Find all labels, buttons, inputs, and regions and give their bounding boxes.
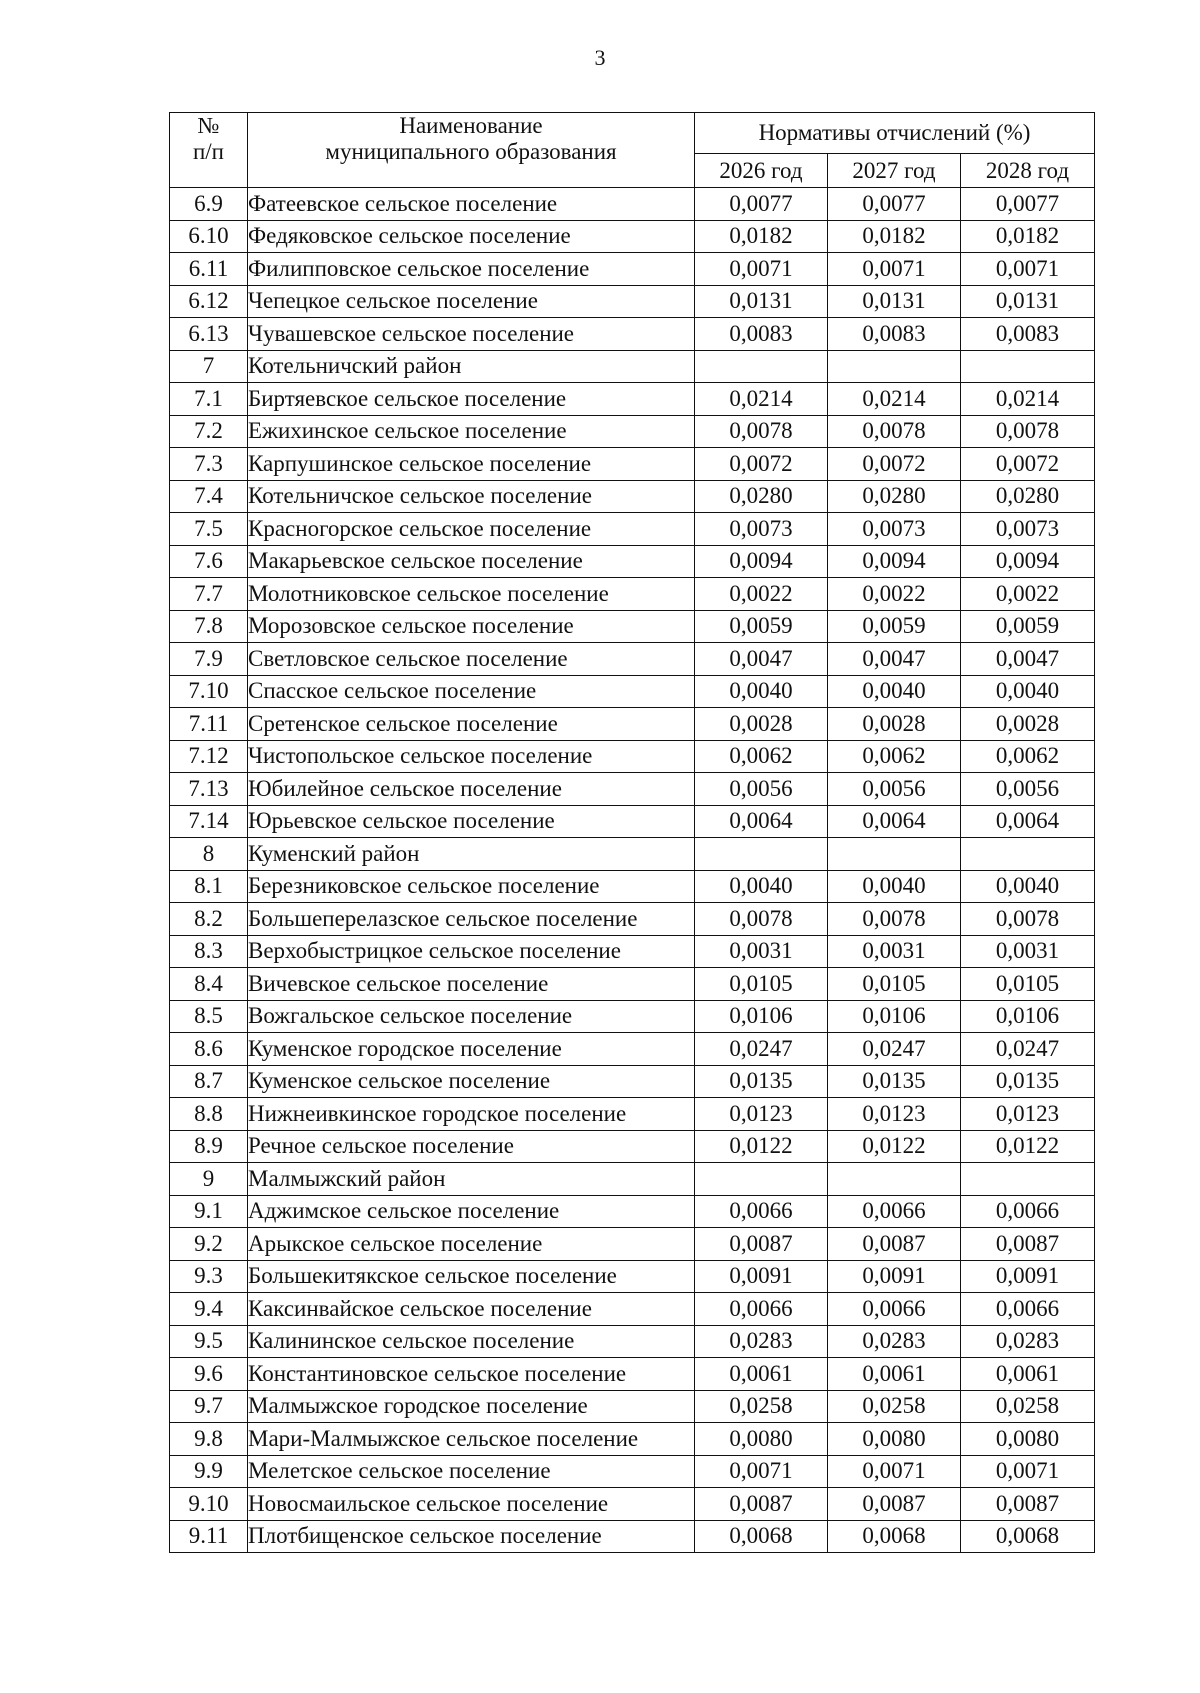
norm-2027: 0,0064 xyxy=(828,805,961,838)
municipality-name: Чистопольское сельское поселение xyxy=(248,740,695,773)
municipality-name: Юбилейное сельское поселение xyxy=(248,773,695,806)
header-name-line1: Наименование xyxy=(399,113,543,138)
norm-2026: 0,0056 xyxy=(695,773,828,806)
table-row xyxy=(170,188,1095,221)
row-number: 7.10 xyxy=(170,675,248,708)
municipality-name: Большекитякское сельское поселение xyxy=(248,1260,695,1293)
norm-2028: 0,0214 xyxy=(961,383,1095,416)
municipality-name: Карпушинское сельское поселение xyxy=(248,448,695,481)
norm-2027: 0,0031 xyxy=(828,935,961,968)
row-number: 7.7 xyxy=(170,578,248,611)
norm-2028: 0,0071 xyxy=(961,1455,1095,1488)
row-number: 8.3 xyxy=(170,935,248,968)
norm-2027: 0,0087 xyxy=(828,1488,961,1521)
norm-2027 xyxy=(828,350,961,383)
norm-2027: 0,0106 xyxy=(828,1000,961,1033)
row-number: 7.13 xyxy=(170,773,248,806)
table-row xyxy=(170,1130,1095,1163)
norm-2027: 0,0283 xyxy=(828,1325,961,1358)
norm-2028: 0,0073 xyxy=(961,513,1095,546)
norm-2027: 0,0077 xyxy=(828,188,961,221)
table-row xyxy=(170,285,1095,318)
norm-2028: 0,0280 xyxy=(961,480,1095,513)
header-name xyxy=(248,113,695,188)
norm-2027: 0,0280 xyxy=(828,480,961,513)
row-number: 9 xyxy=(170,1163,248,1196)
norm-2026: 0,0131 xyxy=(695,285,828,318)
norm-2028: 0,0062 xyxy=(961,740,1095,773)
norm-2026 xyxy=(695,838,828,871)
norm-2026: 0,0094 xyxy=(695,545,828,578)
municipality-name: Куменское городское поселение xyxy=(248,1033,695,1066)
norm-2026: 0,0106 xyxy=(695,1000,828,1033)
norm-2026: 0,0077 xyxy=(695,188,828,221)
municipality-name: Морозовское сельское поселение xyxy=(248,610,695,643)
municipality-name: Аджимское сельское поселение xyxy=(248,1195,695,1228)
row-number: 7.12 xyxy=(170,740,248,773)
norm-2027: 0,0080 xyxy=(828,1423,961,1456)
norm-2026: 0,0071 xyxy=(695,253,828,286)
header-number-line2: п/п xyxy=(192,139,224,164)
municipality-name: Плотбищенское сельское поселение xyxy=(248,1520,695,1553)
municipality-name: Верхобыстрицкое сельское поселение xyxy=(248,935,695,968)
page-number: 3 xyxy=(594,45,606,70)
norm-2027: 0,0214 xyxy=(828,383,961,416)
norm-2026: 0,0087 xyxy=(695,1488,828,1521)
norm-2026: 0,0247 xyxy=(695,1033,828,1066)
row-number: 8.1 xyxy=(170,870,248,903)
norm-2027: 0,0066 xyxy=(828,1195,961,1228)
row-number: 8 xyxy=(170,838,248,871)
municipality-name: Мелетское сельское поселение xyxy=(248,1455,695,1488)
norm-2026: 0,0071 xyxy=(695,1455,828,1488)
norm-2026: 0,0283 xyxy=(695,1325,828,1358)
norm-2026: 0,0031 xyxy=(695,935,828,968)
norm-2026: 0,0064 xyxy=(695,805,828,838)
municipality-name: Котельничский район xyxy=(248,350,695,383)
row-number: 8.4 xyxy=(170,968,248,1001)
norm-2028: 0,0131 xyxy=(961,285,1095,318)
norm-2026: 0,0182 xyxy=(695,220,828,253)
row-number: 8.5 xyxy=(170,1000,248,1033)
norm-2027: 0,0091 xyxy=(828,1260,961,1293)
norm-2027: 0,0047 xyxy=(828,643,961,676)
municipality-name: Куменский район xyxy=(248,838,695,871)
norm-2028: 0,0078 xyxy=(961,903,1095,936)
norm-2028 xyxy=(961,1163,1095,1196)
municipality-name: Нижнеивкинское городское поселение xyxy=(248,1098,695,1131)
norm-2027: 0,0040 xyxy=(828,870,961,903)
norm-2026: 0,0072 xyxy=(695,448,828,481)
table-row xyxy=(170,610,1095,643)
table-row xyxy=(170,545,1095,578)
norm-2027: 0,0073 xyxy=(828,513,961,546)
header-year-2028: 2028 год xyxy=(961,154,1095,188)
table-row xyxy=(170,968,1095,1001)
table-body xyxy=(170,188,1095,1553)
norm-2027: 0,0135 xyxy=(828,1065,961,1098)
municipality-name: Большеперелазское сельское поселение xyxy=(248,903,695,936)
table-row xyxy=(170,1000,1095,1033)
row-number: 7 xyxy=(170,350,248,383)
norm-2028: 0,0106 xyxy=(961,1000,1095,1033)
row-number: 8.7 xyxy=(170,1065,248,1098)
table-row xyxy=(170,1358,1095,1391)
row-number: 7.1 xyxy=(170,383,248,416)
row-number: 9.1 xyxy=(170,1195,248,1228)
norm-2026: 0,0078 xyxy=(695,903,828,936)
norm-2028: 0,0061 xyxy=(961,1358,1095,1391)
norm-2028: 0,0028 xyxy=(961,708,1095,741)
table-row xyxy=(170,448,1095,481)
norm-2027: 0,0072 xyxy=(828,448,961,481)
norm-2027: 0,0059 xyxy=(828,610,961,643)
table-row xyxy=(170,1033,1095,1066)
norm-2026: 0,0022 xyxy=(695,578,828,611)
municipality-name: Речное сельское поселение xyxy=(248,1130,695,1163)
table-row xyxy=(170,740,1095,773)
norm-2027: 0,0083 xyxy=(828,318,961,351)
norm-2027: 0,0040 xyxy=(828,675,961,708)
norm-2028: 0,0094 xyxy=(961,545,1095,578)
municipality-name: Макарьевское сельское поселение xyxy=(248,545,695,578)
table-row xyxy=(170,415,1095,448)
norm-2027: 0,0071 xyxy=(828,253,961,286)
norm-2027: 0,0258 xyxy=(828,1390,961,1423)
row-number: 7.14 xyxy=(170,805,248,838)
norm-2027: 0,0182 xyxy=(828,220,961,253)
norm-2026: 0,0087 xyxy=(695,1228,828,1261)
row-number: 9.5 xyxy=(170,1325,248,1358)
row-number: 6.13 xyxy=(170,318,248,351)
norm-2028: 0,0258 xyxy=(961,1390,1095,1423)
header-year-2027: 2027 год xyxy=(828,154,961,188)
table-row xyxy=(170,1325,1095,1358)
norm-2027: 0,0078 xyxy=(828,903,961,936)
norm-2028: 0,0283 xyxy=(961,1325,1095,1358)
norm-2028: 0,0071 xyxy=(961,253,1095,286)
table-row xyxy=(170,870,1095,903)
row-number: 7.3 xyxy=(170,448,248,481)
norm-2028 xyxy=(961,838,1095,871)
table-row xyxy=(170,805,1095,838)
table-row xyxy=(170,1520,1095,1553)
municipality-name: Малмыжский район xyxy=(248,1163,695,1196)
norm-2028: 0,0047 xyxy=(961,643,1095,676)
row-number: 9.7 xyxy=(170,1390,248,1423)
municipality-name: Березниковское сельское поселение xyxy=(248,870,695,903)
table-row xyxy=(170,1293,1095,1326)
municipality-name: Спасское сельское поселение xyxy=(248,675,695,708)
municipality-name: Биртяевское сельское поселение xyxy=(248,383,695,416)
norm-2026: 0,0040 xyxy=(695,675,828,708)
municipality-name: Чувашевское сельское поселение xyxy=(248,318,695,351)
table-row xyxy=(170,675,1095,708)
norm-2026 xyxy=(695,350,828,383)
norm-2027: 0,0022 xyxy=(828,578,961,611)
norm-2026: 0,0040 xyxy=(695,870,828,903)
norm-2026: 0,0091 xyxy=(695,1260,828,1293)
row-number: 6.12 xyxy=(170,285,248,318)
norm-2028: 0,0068 xyxy=(961,1520,1095,1553)
norm-2026: 0,0214 xyxy=(695,383,828,416)
municipality-name: Юрьевское сельское поселение xyxy=(248,805,695,838)
norm-2027: 0,0078 xyxy=(828,415,961,448)
norm-2027: 0,0062 xyxy=(828,740,961,773)
norm-2027: 0,0122 xyxy=(828,1130,961,1163)
table-row xyxy=(170,1098,1095,1131)
norm-2026 xyxy=(695,1163,828,1196)
table-row xyxy=(170,480,1095,513)
municipality-name: Каксинвайское сельское поселение xyxy=(248,1293,695,1326)
table-row xyxy=(170,773,1095,806)
header-year-2026: 2026 год xyxy=(695,154,828,188)
municipality-name: Сретенское сельское поселение xyxy=(248,708,695,741)
norm-2027: 0,0087 xyxy=(828,1228,961,1261)
norm-2027: 0,0066 xyxy=(828,1293,961,1326)
norm-2028: 0,0091 xyxy=(961,1260,1095,1293)
municipality-name: Мари-Малмыжское сельское поселение xyxy=(248,1423,695,1456)
norm-2026: 0,0080 xyxy=(695,1423,828,1456)
municipality-name: Новосмаильское сельское поселение xyxy=(248,1488,695,1521)
norm-2028: 0,0072 xyxy=(961,448,1095,481)
header-norms-group: Нормативы отчислений (%) xyxy=(695,113,1095,154)
municipality-name: Арыкское сельское поселение xyxy=(248,1228,695,1261)
header-number xyxy=(170,113,248,188)
table-row xyxy=(170,1163,1095,1196)
header-name-line2: муниципального образования xyxy=(325,139,617,164)
row-number: 8.6 xyxy=(170,1033,248,1066)
municipality-name: Константиновское сельское поселение xyxy=(248,1358,695,1391)
norm-2028 xyxy=(961,350,1095,383)
norm-2026: 0,0105 xyxy=(695,968,828,1001)
municipality-name: Филипповское сельское поселение xyxy=(248,253,695,286)
norm-2026: 0,0059 xyxy=(695,610,828,643)
table-header xyxy=(170,113,1095,188)
table-row xyxy=(170,1423,1095,1456)
norm-2026: 0,0073 xyxy=(695,513,828,546)
norm-2027: 0,0056 xyxy=(828,773,961,806)
norm-2026: 0,0123 xyxy=(695,1098,828,1131)
municipality-name: Куменское сельское поселение xyxy=(248,1065,695,1098)
table-row xyxy=(170,513,1095,546)
row-number: 7.4 xyxy=(170,480,248,513)
row-number: 9.10 xyxy=(170,1488,248,1521)
table-row xyxy=(170,1065,1095,1098)
norm-2026: 0,0062 xyxy=(695,740,828,773)
municipality-name: Красногорское сельское поселение xyxy=(248,513,695,546)
municipality-name: Фатеевское сельское поселение xyxy=(248,188,695,221)
norm-2027: 0,0061 xyxy=(828,1358,961,1391)
row-number: 9.3 xyxy=(170,1260,248,1293)
norm-2028: 0,0031 xyxy=(961,935,1095,968)
municipality-name: Вожгальское сельское поселение xyxy=(248,1000,695,1033)
norm-2028: 0,0123 xyxy=(961,1098,1095,1131)
norm-2028: 0,0135 xyxy=(961,1065,1095,1098)
norm-2028: 0,0022 xyxy=(961,578,1095,611)
row-number: 7.8 xyxy=(170,610,248,643)
municipality-name: Чепецкое сельское поселение xyxy=(248,285,695,318)
row-number: 6.9 xyxy=(170,188,248,221)
norm-2026: 0,0061 xyxy=(695,1358,828,1391)
table-row xyxy=(170,903,1095,936)
norm-2028: 0,0078 xyxy=(961,415,1095,448)
norm-2026: 0,0135 xyxy=(695,1065,828,1098)
header-number-line1: № xyxy=(197,113,220,138)
norm-2026: 0,0028 xyxy=(695,708,828,741)
row-number: 9.9 xyxy=(170,1455,248,1488)
row-number: 9.8 xyxy=(170,1423,248,1456)
norm-2028: 0,0066 xyxy=(961,1293,1095,1326)
norm-2026: 0,0078 xyxy=(695,415,828,448)
header-row xyxy=(170,113,1095,154)
norm-2026: 0,0122 xyxy=(695,1130,828,1163)
municipality-name: Калининское сельское поселение xyxy=(248,1325,695,1358)
norm-2026: 0,0047 xyxy=(695,643,828,676)
norm-2027: 0,0071 xyxy=(828,1455,961,1488)
norm-2028: 0,0056 xyxy=(961,773,1095,806)
table-row xyxy=(170,838,1095,871)
norm-2026: 0,0066 xyxy=(695,1293,828,1326)
table-row xyxy=(170,1488,1095,1521)
norm-2027 xyxy=(828,838,961,871)
deduction-norms-table xyxy=(169,112,1095,1553)
table-row xyxy=(170,935,1095,968)
table-row xyxy=(170,253,1095,286)
norm-2026: 0,0068 xyxy=(695,1520,828,1553)
norm-2028: 0,0064 xyxy=(961,805,1095,838)
norm-2028: 0,0066 xyxy=(961,1195,1095,1228)
row-number: 6.11 xyxy=(170,253,248,286)
municipality-name: Котельничское сельское поселение xyxy=(248,480,695,513)
row-number: 9.6 xyxy=(170,1358,248,1391)
row-number: 7.2 xyxy=(170,415,248,448)
norm-2027: 0,0131 xyxy=(828,285,961,318)
row-number: 8.2 xyxy=(170,903,248,936)
norm-2028: 0,0122 xyxy=(961,1130,1095,1163)
municipality-name: Вичевское сельское поселение xyxy=(248,968,695,1001)
norm-2027: 0,0105 xyxy=(828,968,961,1001)
table-row xyxy=(170,318,1095,351)
norm-2026: 0,0083 xyxy=(695,318,828,351)
row-number: 8.9 xyxy=(170,1130,248,1163)
municipality-name: Федяковское сельское поселение xyxy=(248,220,695,253)
table-row xyxy=(170,1390,1095,1423)
row-number: 7.9 xyxy=(170,643,248,676)
norm-2027 xyxy=(828,1163,961,1196)
norm-2027: 0,0094 xyxy=(828,545,961,578)
row-number: 9.2 xyxy=(170,1228,248,1261)
municipality-name: Ежихинское сельское поселение xyxy=(248,415,695,448)
row-number: 7.5 xyxy=(170,513,248,546)
table-row xyxy=(170,1228,1095,1261)
norm-2028: 0,0105 xyxy=(961,968,1095,1001)
row-number: 8.8 xyxy=(170,1098,248,1131)
table-row xyxy=(170,350,1095,383)
table-row xyxy=(170,1260,1095,1293)
row-number: 7.6 xyxy=(170,545,248,578)
norm-2026: 0,0280 xyxy=(695,480,828,513)
norm-2027: 0,0068 xyxy=(828,1520,961,1553)
norm-2028: 0,0059 xyxy=(961,610,1095,643)
norm-2028: 0,0040 xyxy=(961,870,1095,903)
table-row xyxy=(170,383,1095,416)
norm-2027: 0,0247 xyxy=(828,1033,961,1066)
row-number: 7.11 xyxy=(170,708,248,741)
norm-2028: 0,0040 xyxy=(961,675,1095,708)
norm-2028: 0,0087 xyxy=(961,1488,1095,1521)
norm-2027: 0,0123 xyxy=(828,1098,961,1131)
table-row xyxy=(170,220,1095,253)
norm-2028: 0,0077 xyxy=(961,188,1095,221)
municipality-name: Светловское сельское поселение xyxy=(248,643,695,676)
municipality-name: Малмыжское городское поселение xyxy=(248,1390,695,1423)
table-row xyxy=(170,1195,1095,1228)
table-row xyxy=(170,578,1095,611)
norm-2027: 0,0028 xyxy=(828,708,961,741)
norm-2028: 0,0080 xyxy=(961,1423,1095,1456)
table-row xyxy=(170,708,1095,741)
row-number: 9.4 xyxy=(170,1293,248,1326)
norm-2028: 0,0247 xyxy=(961,1033,1095,1066)
norm-2026: 0,0066 xyxy=(695,1195,828,1228)
norm-2028: 0,0182 xyxy=(961,220,1095,253)
norm-2028: 0,0087 xyxy=(961,1228,1095,1261)
municipality-name: Молотниковское сельское поселение xyxy=(248,578,695,611)
row-number: 6.10 xyxy=(170,220,248,253)
norm-2028: 0,0083 xyxy=(961,318,1095,351)
row-number: 9.11 xyxy=(170,1520,248,1553)
norm-2026: 0,0258 xyxy=(695,1390,828,1423)
table-row xyxy=(170,643,1095,676)
table-row xyxy=(170,1455,1095,1488)
